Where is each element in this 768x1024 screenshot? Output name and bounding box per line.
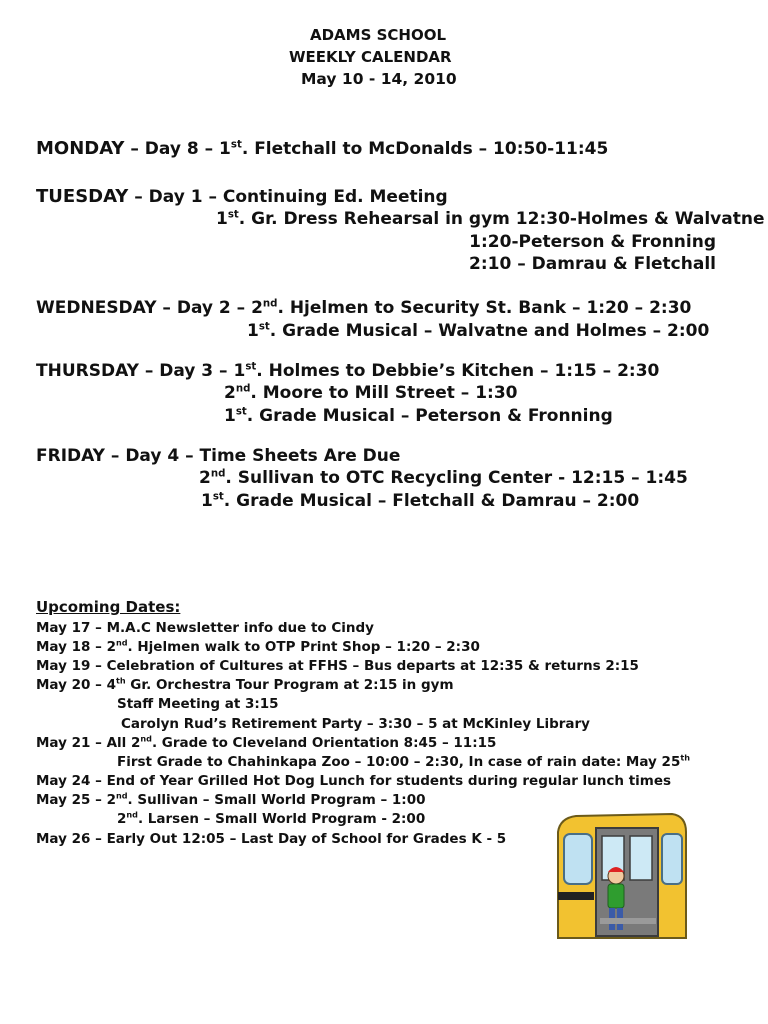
thursday-line: THURSDAY – Day 3 – 1st. Holmes to Debbie’s Kitchen – 1:15 – 2:30 — [36, 361, 660, 381]
friday-line-3: 1st. Grade Musical – Fletchall & Damrau – 2:00 — [201, 491, 640, 511]
upcoming-item: May 17 – M.A.C Newsletter info due to Cindy — [36, 620, 374, 636]
monday-line: MONDAY – Day 8 – 1st. Fletchall to McDonalds – 10:50-11:45 — [36, 138, 609, 159]
upcoming-item: May 24 – End of Year Grilled Hot Dog Lunch for students during regular lunch times — [36, 773, 672, 789]
upcoming-item: May 18 – 2nd. Hjelmen walk to OTP Print Shop – 1:20 – 2:30 — [36, 637, 480, 655]
upcoming-subitem: First Grade to Chahinkapa Zoo – 10:00 – 2:30, In case of rain date: May 25th — [117, 752, 690, 770]
school-name: ADAMS SCHOOL — [310, 26, 447, 44]
thursday-line-2: 2nd. Moore to Mill Street – 1:30 — [224, 383, 518, 403]
tuesday-line: TUESDAY – Day 1 – Continuing Ed. Meeting — [36, 186, 448, 207]
upcoming-subitem: 2nd. Larsen – Small World Program - 2:00 — [117, 809, 426, 827]
day-name: TUESDAY — [36, 186, 129, 207]
tuesday-line-2: 1st. Gr. Dress Rehearsal in gym 12:30-Holmes & Walvatne — [216, 209, 765, 229]
tuesday-line-3: 1:20-Peterson & Fronning — [469, 232, 716, 252]
upcoming-item: May 25 – 2nd. Sullivan – Small World Program – 1:00 — [36, 790, 426, 808]
day-name: MONDAY — [36, 138, 125, 159]
upcoming-item: May 21 – All 2nd. Grade to Cleveland Orientation 8:45 – 11:15 — [36, 733, 497, 751]
upcoming-title: Upcoming Dates: — [36, 598, 181, 616]
wednesday-line: WEDNESDAY – Day 2 – 2nd. Hjelmen to Security St. Bank – 1:20 – 2:30 — [36, 298, 692, 318]
upcoming-subitem: Staff Meeting at 3:15 — [117, 696, 279, 712]
calendar-title: WEEKLY CALENDAR — [289, 48, 452, 66]
upcoming-item: May 19 – Celebration of Cultures at FFHS – Bus departs at 12:35 & returns 2:15 — [36, 658, 639, 674]
friday-line-2: 2nd. Sullivan to OTC Recycling Center - 12:15 – 1:45 — [199, 468, 688, 488]
school-bus-clipart-icon — [552, 812, 688, 944]
tuesday-line-4: 2:10 – Damrau & Fletchall — [469, 254, 716, 274]
week-dates: May 10 - 14, 2010 — [301, 70, 457, 88]
thursday-line-3: 1st. Grade Musical – Peterson & Fronning — [224, 406, 613, 426]
upcoming-subitem: Carolyn Rud’s Retirement Party – 3:30 – 5 at McKinley Library — [121, 716, 590, 732]
wednesday-line-2: 1st. Grade Musical – Walvatne and Holmes – 2:00 — [247, 321, 710, 341]
upcoming-item: May 20 – 4th Gr. Orchestra Tour Program at 2:15 in gym — [36, 675, 454, 693]
upcoming-item: May 26 – Early Out 12:05 – Last Day of School for Grades K - 5 — [36, 831, 507, 847]
friday-line: FRIDAY – Day 4 – Time Sheets Are Due — [36, 446, 401, 466]
